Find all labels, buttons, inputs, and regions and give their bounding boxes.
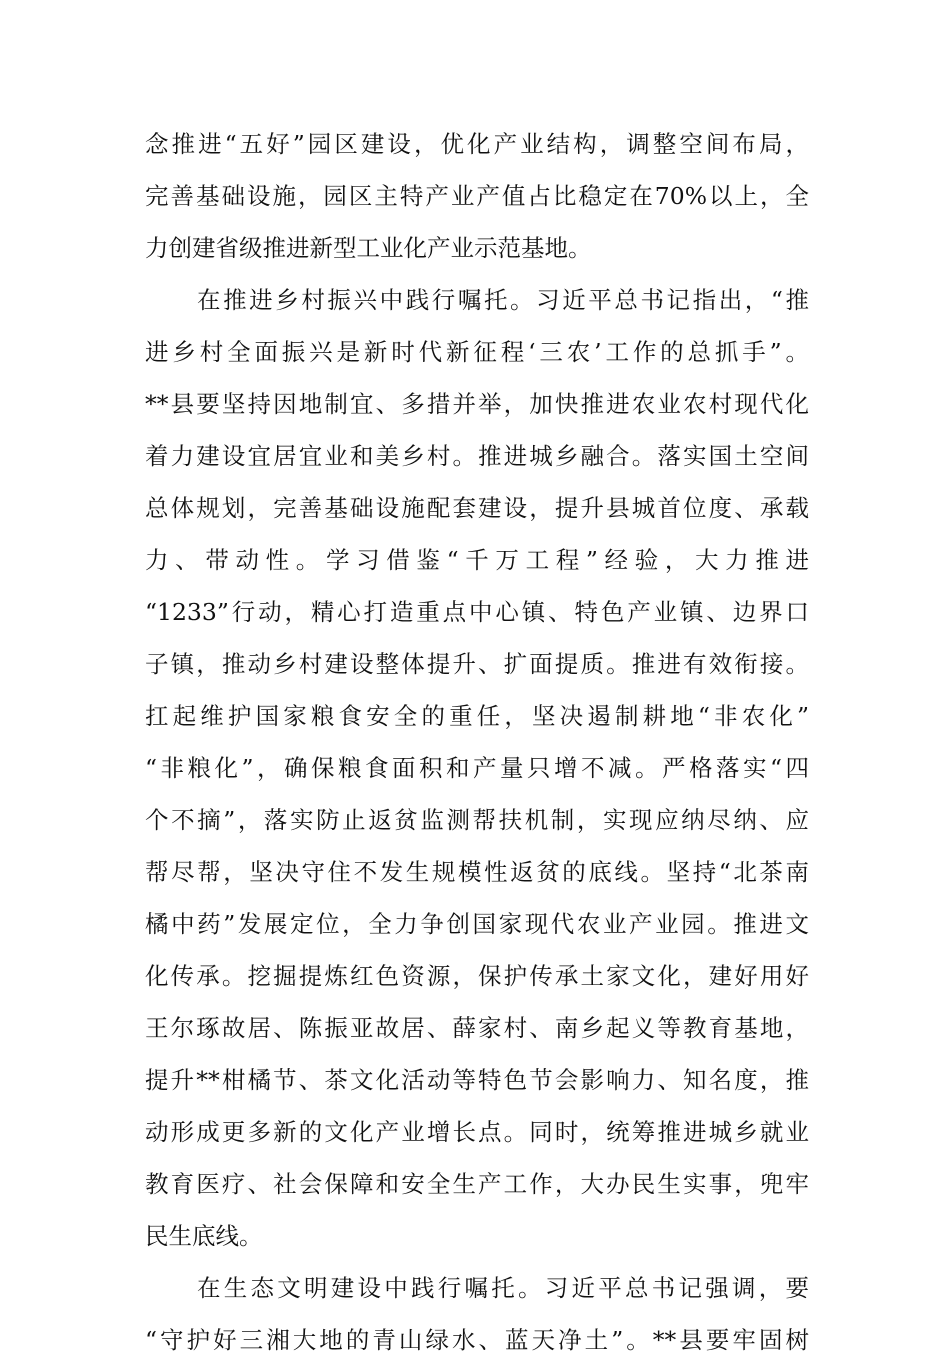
text-line: 个不摘”，落实防止返贫监测帮扶机制，实现应纳尽纳、应 — [145, 806, 809, 834]
text-line: 王尔琢故居、陈振亚故居、薛家村、南乡起义等教育基地， — [145, 1014, 809, 1042]
text-line: 力、带动性。学习借鉴“千万工程”经验，大力推进 — [145, 546, 809, 574]
text-line: **县要坚持因地制宜、多措并举，加快推进农业农村现代化 — [145, 390, 809, 418]
paragraph-first-line: 在推进乡村振兴中践行嘱托。习近平总书记指出，“推 — [197, 286, 809, 314]
text-line: “守护好三湘大地的青山绿水、蓝天净土”。**县要牢固树 — [145, 1326, 809, 1354]
text-line: 完善基础设施，园区主特产业产值占比稳定在70%以上，全 — [145, 182, 809, 210]
text-line: 念推进“五好”园区建设，优化产业结构，调整空间布局， — [145, 130, 809, 158]
text-line: 化传承。挖掘提炼红色资源，保护传承土家文化，建好用好 — [145, 962, 809, 990]
text-line: 帮尽帮，坚决守住不发生规模性返贫的底线。坚持“北茶南 — [145, 858, 809, 886]
text-line: 力创建省级推进新型工业化产业示范基地。 — [145, 234, 592, 262]
text-line: 教育医疗、社会保障和安全生产工作，大办民生实事，兜牢 — [145, 1170, 809, 1198]
text-line: 着力建设宜居宜业和美乡村。推进城乡融合。落实国土空间 — [145, 442, 809, 470]
text-line: “非粮化”，确保粮食面积和产量只增不减。严格落实“四 — [145, 754, 809, 782]
text-line: 扛起维护国家粮食安全的重任，坚决遏制耕地“非农化” — [145, 702, 809, 730]
text-line: “1233”行动，精心打造重点中心镇、特色产业镇、边界口 — [145, 598, 809, 626]
text-line: 进乡村全面振兴是新时代新征程‘三农’工作的总抓手”。 — [145, 338, 809, 366]
text-line: 总体规划，完善基础设施配套建设，提升县城首位度、承载 — [145, 494, 809, 522]
text-line: 提升**柑橘节、茶文化活动等特色节会影响力、知名度，推 — [145, 1066, 809, 1094]
text-line: 橘中药”发展定位，全力争创国家现代农业产业园。推进文 — [145, 910, 809, 938]
text-line: 子镇，推动乡村建设整体提升、扩面提质。推进有效衔接。 — [145, 650, 809, 678]
text-line: 民生底线。 — [145, 1222, 263, 1250]
paragraph-first-line: 在生态文明建设中践行嘱托。习近平总书记强调，要 — [197, 1274, 809, 1302]
body-text — [145, 118, 809, 1366]
text-line: 动形成更多新的文化产业增长点。同时，统筹推进城乡就业 — [145, 1118, 809, 1146]
